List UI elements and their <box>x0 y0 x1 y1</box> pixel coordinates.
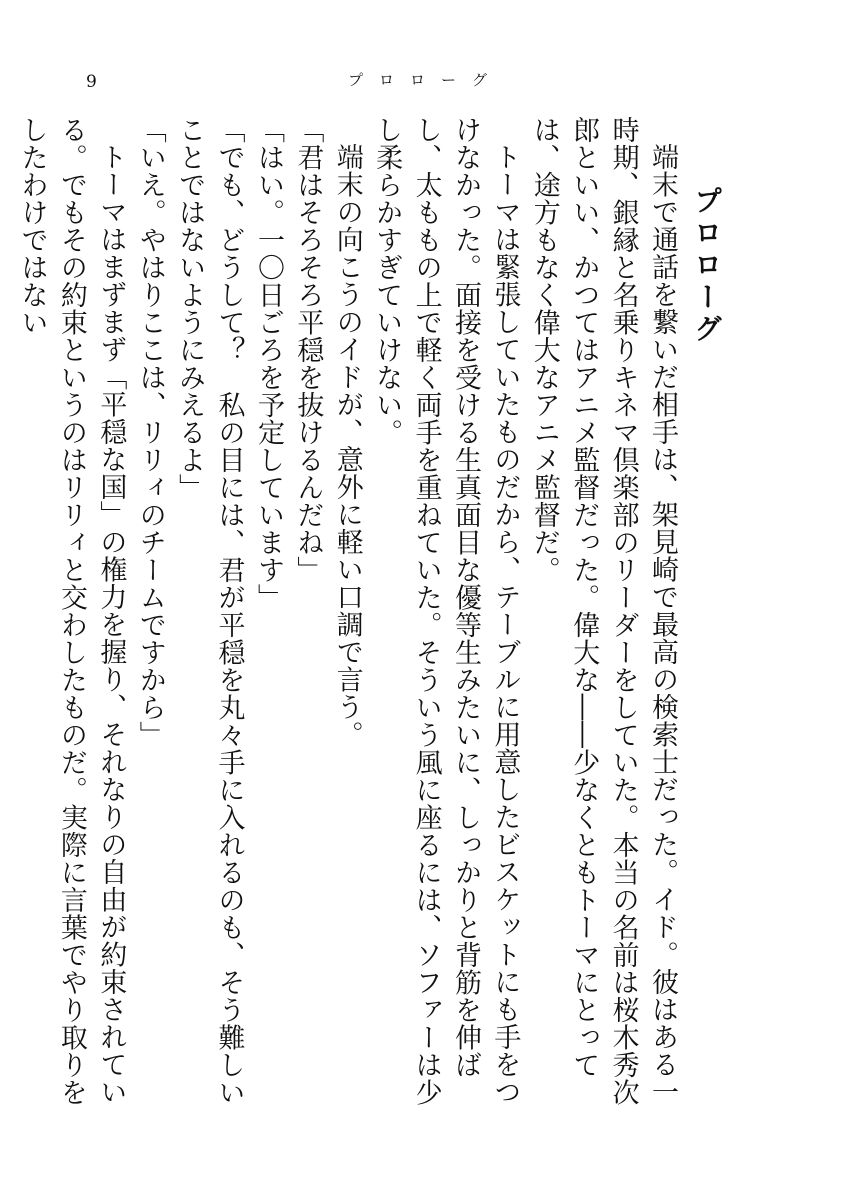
paragraph: トーマはまずまず「平穏な国」の権力を握り、それなりの自由が約束されている。でもその約束というのはリリィと交わしたものだ。実際に言葉でやり取りをしたわけではない <box>16 116 127 1106</box>
paragraph: 端末の向こうのイドが、意外に軽い口調で言う。 <box>331 143 363 748</box>
dialogue-line: 「いえ。やはりここは、リリィのチームですから」 <box>134 116 166 749</box>
dialogue-line: 「はい。一〇日ごろを予定しています」 <box>252 116 284 611</box>
page-number: 9 <box>86 72 97 92</box>
chapter-title: プロローグ <box>690 186 724 346</box>
paragraph: 端末で通話を繋いだ相手は、架見崎で最高の検索士だった。イド。彼はある一時期、銀縁と名乗りキネマ倶楽部のリーダーをしていた。本当の名前は桜木秀次郎といい、かつてはアニメ監督だった。偉大な――少なくともトーマにとっては、途方もなく偉大なアニメ監督だ。 <box>528 116 678 1106</box>
paragraph: トーマは緊張していたものだから、テーブルに用意したビスケットにも手をつけなかった。面接を受ける生真面目な優等生みたいに、しっかりと背筋を伸ばし、太ももの上で軽く両手を重ねていた。そういう風に座るには、ソファーは少し柔らかすぎていけない。 <box>371 116 521 1106</box>
dialogue-line: 「君はそろそろ平穏を抜けるんだね」 <box>292 116 324 584</box>
running-head: プロローグ <box>348 71 504 89</box>
dialogue-line: 「でも、どうして？ 私の目には、君が平穏を丸々手に入れるのも、そう難しいことではないようにみえるよ」 <box>174 116 245 1106</box>
body-text <box>16 116 682 1116</box>
